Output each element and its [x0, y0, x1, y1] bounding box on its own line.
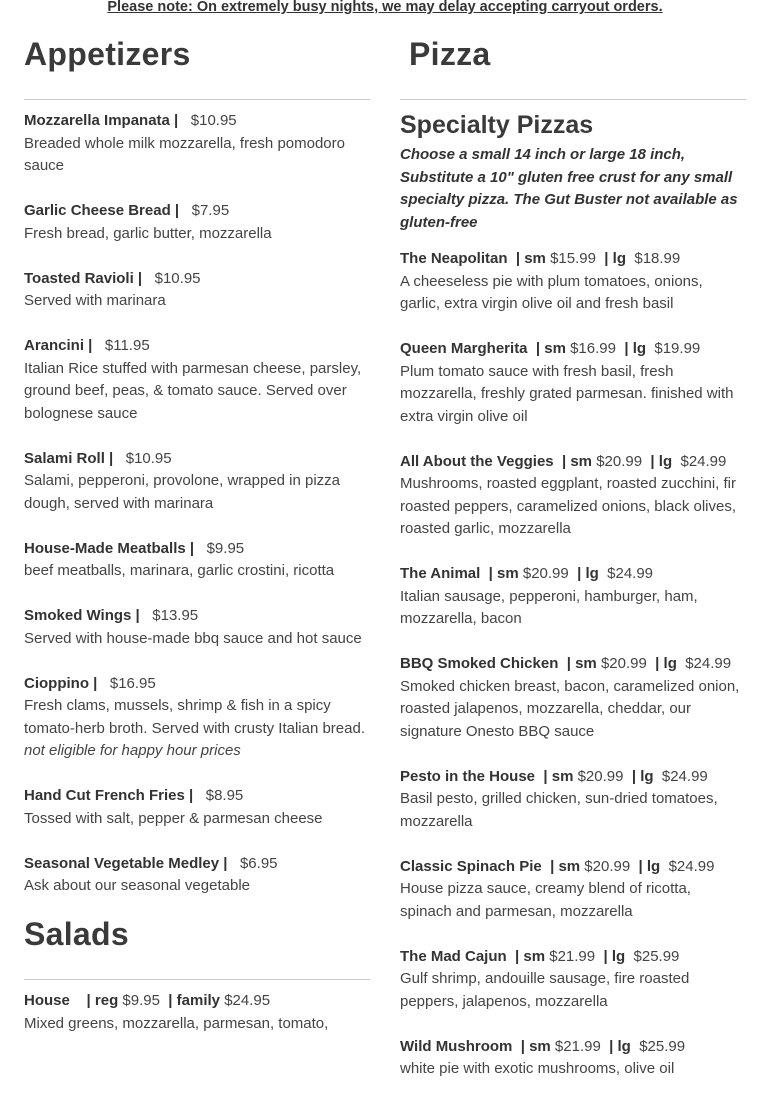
item-name: Salami Roll: [24, 449, 105, 467]
item-name: House: [24, 992, 70, 1009]
item-price: $7.95: [191, 202, 230, 219]
item-header: Pesto in the House | sm $20.99 | lg $24.99: [400, 767, 708, 785]
menu-item: [24, 853, 370, 898]
size-label: family: [176, 992, 221, 1009]
menu-item: [24, 110, 370, 178]
size-label: lg: [658, 452, 673, 470]
item-price: $20.99: [584, 857, 631, 875]
size-label: lg: [640, 767, 654, 785]
size-label: sm: [523, 947, 546, 965]
left-column: [24, 34, 370, 1058]
menu-item: [400, 338, 746, 428]
menu-item: [400, 653, 746, 743]
size-label: lg: [632, 340, 647, 357]
item-description: Mixed greens, mozzarella, parmesan, tomato,: [24, 1014, 329, 1032]
item-price: $10.95: [190, 112, 237, 129]
menu-item: [24, 605, 370, 650]
item-header: Seasonal Vegetable Medley | $6.95: [24, 854, 278, 872]
salads-title: Salads: [24, 916, 129, 952]
item-name: Wild Mushroom: [400, 1037, 513, 1055]
size-label: sm: [544, 340, 566, 357]
item-name: House-Made Meatballs: [24, 539, 186, 557]
appetizers-divider: [24, 99, 370, 100]
item-price: $16.99: [570, 340, 616, 357]
item-name: Pesto in the House: [400, 767, 536, 785]
menu-item: [400, 451, 746, 541]
item-name: The Neapolitan: [400, 250, 508, 267]
size-label: lg: [585, 565, 599, 582]
size-label: sm: [558, 857, 581, 875]
size-label: lg: [646, 857, 661, 875]
item-description: Basil pesto, grilled chicken, sun-dried tomatoes, mozzarella: [400, 790, 718, 830]
appetizers-title: Appetizers: [24, 36, 191, 72]
item-price: $24.99: [680, 452, 727, 470]
item-header: Mozzarella Impanata | $10.95: [24, 112, 237, 129]
size-label: lg: [612, 250, 627, 267]
item-header: Arancini | $11.95: [24, 337, 150, 354]
menu-item: [24, 538, 370, 583]
menu-item: [24, 268, 370, 313]
item-description: Fresh clams, mussels, shrimp & fish in a spicy tomato-herb broth. Served with crusty Italian bread.: [24, 697, 366, 737]
item-name: Queen Margherita: [400, 340, 528, 357]
menu-item: [24, 673, 370, 763]
item-price: $20.99: [596, 452, 643, 470]
item-price: $6.95: [239, 854, 278, 872]
item-header: The Neapolitan | sm $15.99 | lg $18.99: [400, 250, 681, 267]
item-header: Toasted Ravioli | $10.95: [24, 269, 201, 287]
item-price: $25.99: [639, 1037, 686, 1055]
item-price: $9.95: [206, 539, 245, 557]
pizza-divider: [400, 99, 746, 100]
item-price: $24.99: [607, 565, 654, 582]
specialty-pizzas-title: Specialty Pizzas: [400, 111, 594, 139]
item-header: Smoked Wings | $13.95: [24, 607, 199, 624]
salads-divider: [24, 979, 370, 980]
item-description: House pizza sauce, creamy blend of ricotta, spinach and parmesan, mozzarella: [400, 880, 691, 920]
item-price: $10.95: [125, 449, 172, 467]
item-header: Wild Mushroom | sm $21.99 | lg $25.99: [400, 1037, 686, 1055]
item-name: Classic Spinach Pie: [400, 857, 542, 875]
item-description: Gulf shrimp, andouille sausage, fire roasted peppers, jalapenos, mozzarella: [400, 970, 690, 1010]
item-price: $20.99: [600, 655, 647, 672]
item-name: Cioppino: [24, 674, 89, 692]
size-label: sm: [551, 767, 574, 785]
item-description: Fresh bread, garlic butter, mozzarella: [24, 224, 272, 242]
item-description: Italian Rice stuffed with parmesan cheese, parsley, ground beef, peas, & tomato sauce. Served over bolognese sauce: [24, 359, 362, 422]
size-label: sm: [570, 452, 593, 470]
item-description: A cheeseless pie with plum tomatoes, onions, garlic, extra virgin olive oil and fresh basil: [400, 272, 703, 312]
item-price: $13.95: [152, 607, 199, 624]
item-description: Salami, pepperoni, provolone, wrapped in pizza dough, served with marinara: [24, 472, 341, 512]
item-description: white pie with exotic mushrooms, olive oil: [400, 1060, 675, 1077]
menu-item: [24, 200, 370, 245]
item-price: $16.95: [109, 674, 156, 692]
item-description: Served with marinara: [24, 292, 166, 309]
item-header: BBQ Smoked Chicken | sm $20.99 | lg $24.99: [400, 655, 732, 672]
item-header: House-Made Meatballs | $9.95: [24, 539, 245, 557]
item-description: Italian sausage, pepperoni, hamburger, ham, mozzarella, bacon: [400, 587, 698, 627]
item-header: All About the Veggies | sm $20.99 | lg $24.99: [400, 452, 727, 470]
item-description: Smoked chicken breast, bacon, caramelized onion, roasted jalapenos, mozzarella, cheddar, our signature Onesto BBQ sauce: [400, 677, 740, 740]
menu-item: House | reg $9.95 | family $24.95 Mixed greens, mozzarella, parmesan, tomato,: [24, 990, 370, 1035]
menu-item: [24, 335, 370, 425]
item-name: Toasted Ravioli: [24, 269, 134, 287]
pizza-list: [400, 248, 746, 1081]
pizza-title: Pizza: [409, 36, 491, 72]
menu-item: [24, 448, 370, 516]
item-header: Queen Margherita | sm $16.99 | lg $19.99: [400, 340, 701, 357]
item-name: BBQ Smoked Chicken: [400, 655, 559, 672]
item-price: $10.95: [154, 269, 201, 287]
item-description: Mushrooms, roasted eggplant, roasted zucchini, fir roasted peppers, caramelized onions, black olives, roasted garlic, mozzarella: [400, 475, 737, 537]
item-name: All About the Veggies: [400, 452, 554, 470]
size-label: lg: [611, 947, 626, 965]
item-header: Hand Cut French Fries | $8.95: [24, 787, 244, 804]
size-label: sm: [529, 1037, 551, 1055]
item-price: $11.95: [104, 337, 150, 354]
item-price: $19.99: [654, 340, 701, 357]
item-name: Mozzarella Impanata: [24, 112, 170, 129]
item-price: $24.99: [661, 767, 708, 785]
item-name: Seasonal Vegetable Medley: [24, 854, 220, 872]
size-label: sm: [497, 565, 519, 582]
size-label: sm: [575, 655, 597, 672]
item-price: $21.99: [549, 947, 596, 965]
item-price: $20.99: [577, 767, 624, 785]
size-label: lg: [617, 1037, 631, 1055]
right-column: [400, 34, 746, 1103]
menu-item: [400, 248, 746, 316]
size-label: reg: [94, 992, 119, 1009]
size-label: sm: [524, 250, 546, 267]
carryout-notice: Please note: On extremely busy nights, we may delay accepting carryout orders.: [107, 0, 663, 15]
item-name: The Mad Cajun: [400, 947, 507, 965]
item-price: $20.99: [522, 565, 569, 582]
item-description: Breaded whole milk mozzarella, fresh pomodoro sauce: [24, 134, 345, 174]
menu-item: [400, 766, 746, 834]
menu-item: [400, 856, 746, 924]
menu-item: [400, 563, 746, 631]
item-price: $24.99: [668, 857, 715, 875]
item-description: Plum tomato sauce with fresh basil, fresh mozzarella, freshly grated parmesan. finished with extra virgin olive oil: [400, 362, 734, 425]
item-price: $21.99: [554, 1037, 601, 1055]
item-description: Tossed with salt, pepper & parmesan cheese: [24, 809, 323, 827]
item-name: Arancini: [24, 337, 85, 354]
specialty-pizzas-intro: Choose a small 14 inch or large 18 inch, Substitute a 10" gluten free crust for any small specialty pizza. The Gut Buster not available as gluten-free: [400, 146, 738, 231]
appetizer-list: [24, 110, 370, 898]
item-price: $8.95: [205, 787, 244, 804]
size-label: lg: [663, 655, 677, 672]
item-header: Classic Spinach Pie | sm $20.99 | lg $24.99: [400, 857, 715, 875]
item-description: beef meatballs, marinara, garlic crostini, ricotta: [24, 562, 335, 579]
menu-item: [24, 785, 370, 830]
item-price: $18.99: [634, 250, 681, 267]
item-name: Hand Cut French Fries: [24, 787, 185, 804]
item-price: $25.99: [633, 947, 680, 965]
item-price: $24.95: [224, 992, 271, 1009]
item-header: Cioppino | $16.95: [24, 674, 156, 692]
menu-item: [400, 1036, 746, 1081]
menu-item: [400, 946, 746, 1014]
item-note: not eligible for happy hour prices: [24, 742, 241, 759]
item-name: Smoked Wings: [24, 607, 132, 624]
item-header: The Animal | sm $20.99 | lg $24.99: [400, 565, 654, 582]
item-name: Garlic Cheese Bread: [24, 202, 171, 219]
item-header: The Mad Cajun | sm $21.99 | lg $25.99: [400, 947, 680, 965]
item-header: Salami Roll | $10.95: [24, 449, 172, 467]
item-name: The Animal: [400, 565, 481, 582]
item-header: Garlic Cheese Bread | $7.95: [24, 202, 230, 219]
item-price: $24.99: [685, 655, 732, 672]
item-description: Ask about our seasonal vegetable: [24, 877, 250, 894]
item-description: Served with house-made bbq sauce and hot sauce: [24, 629, 362, 647]
item-price: $15.99: [550, 250, 596, 267]
item-price: $9.95: [122, 992, 160, 1009]
